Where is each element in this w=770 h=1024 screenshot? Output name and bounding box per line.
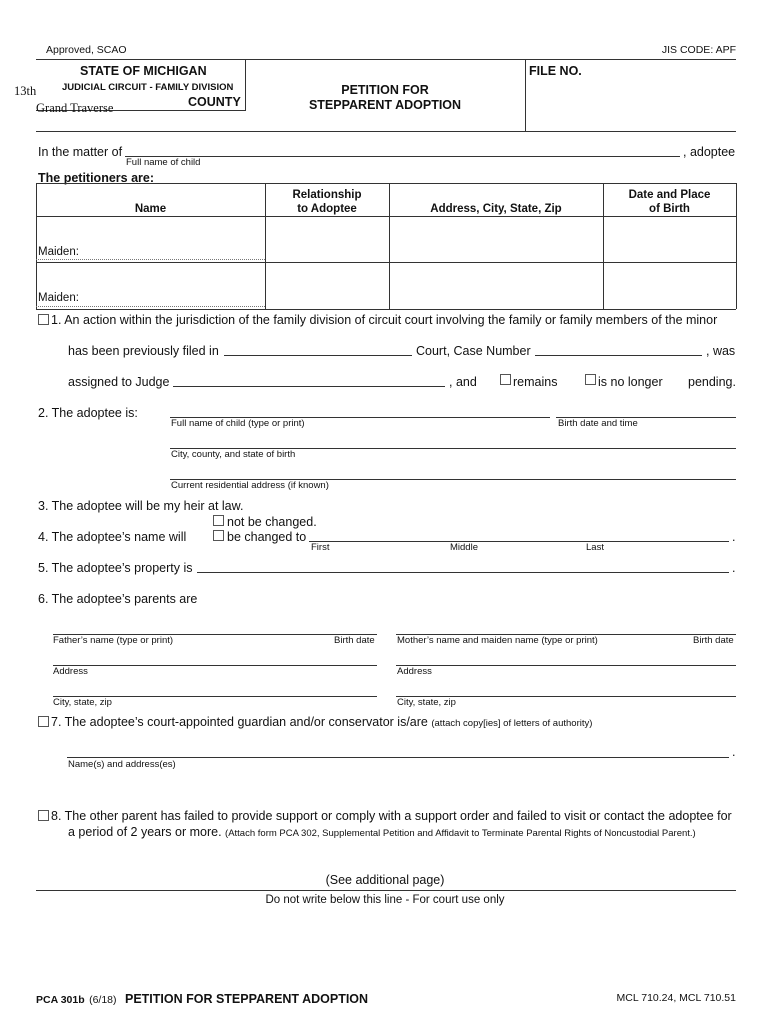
item6-label: 6. The adoptee’s parents are [38, 592, 198, 606]
item1-line2-prefix: has been previously filed in [68, 344, 219, 358]
birth-place-caption: City, county, and state of birth [171, 449, 296, 460]
petitioners-heading: The petitioners are: [38, 171, 154, 185]
mother-address-caption: Address [397, 666, 432, 677]
mother-address-field[interactable] [396, 665, 736, 666]
item3-label: 3. The adoptee will be my heir at law. [38, 499, 244, 513]
col-birth-2: of Birth [649, 203, 690, 215]
circuit-number[interactable]: 13th [14, 84, 37, 98]
father-address-caption: Address [53, 666, 88, 677]
last-caption: Last [586, 542, 604, 553]
form-title-line2: STEPPARENT ADOPTION [308, 98, 462, 112]
child-name-field[interactable] [125, 156, 680, 157]
jis-code: JIS CODE: APF [661, 44, 736, 56]
adoptee-birth-caption: Birth date and time [558, 418, 638, 429]
not-changed-checkbox[interactable] [213, 515, 224, 526]
item7-checkbox[interactable] [38, 716, 49, 727]
adoptee-name-caption: Full name of child (type or print) [171, 418, 305, 429]
mother-city-caption: City, state, zip [397, 697, 456, 708]
property-field[interactable] [197, 572, 729, 573]
col-address: Address, City, State, Zip [430, 203, 562, 215]
item1-checkbox[interactable] [38, 314, 49, 325]
pending-label: pending. [688, 375, 736, 389]
residence-caption: Current residential address (if known) [171, 480, 329, 491]
court-use-rule [36, 890, 736, 891]
form-id [36, 990, 368, 1008]
item8-line2-text: a period of 2 years or more. [68, 825, 222, 839]
mcl-reference: MCL 710.24, MCL 710.51 [616, 992, 736, 1004]
item7-label [51, 715, 592, 729]
item5-period: . [732, 561, 736, 575]
judge-field[interactable] [173, 386, 445, 387]
guardian-caption: Name(s) and address(es) [68, 759, 176, 770]
guardian-field[interactable] [67, 757, 729, 758]
item1-line2-suffix: , was [706, 344, 736, 358]
case-number-field[interactable] [535, 355, 702, 356]
county-label: COUNTY [188, 95, 241, 109]
item8-note: (Attach form PCA 302, Supplemental Petition and Affidavit to Terminate Parental Rights of Noncustodial Parent.) [225, 828, 696, 839]
item1-line2-mid: Court, Case Number [416, 344, 531, 358]
maiden-label-2: Maiden: [38, 292, 79, 304]
changed-label: be changed to [227, 530, 307, 544]
changed-checkbox[interactable] [213, 530, 224, 541]
state-title: STATE OF MICHIGAN [80, 64, 207, 78]
header-top-rule [36, 59, 736, 60]
prior-court-field[interactable] [224, 355, 412, 356]
no-longer-checkbox[interactable] [585, 374, 596, 385]
col-relationship-2: to Adoptee [297, 203, 357, 215]
item2-label: 2. The adoptee is: [38, 406, 138, 420]
mother-birth-caption: Birth date [693, 635, 734, 646]
item7-note: (attach copy[ies] of letters of authority) [431, 718, 593, 729]
item8-checkbox[interactable] [38, 810, 49, 821]
item8-line2 [68, 825, 696, 839]
father-birth-caption: Birth date [334, 635, 375, 646]
col-relationship-1: Relationship [292, 189, 362, 201]
col-birth-1: Date and Place [628, 189, 711, 201]
item8-line1: 8. The other parent has failed to provide support or comply with a support order and failed to visit or contact the adoptee for [51, 809, 732, 823]
item5-label: 5. The adoptee’s property is [38, 561, 193, 575]
file-no-label: FILE NO. [529, 64, 582, 78]
header-divider-right [525, 59, 526, 131]
court-use-notice: Do not write below this line - For court use only [265, 894, 505, 906]
no-longer-label: is no longer [598, 375, 663, 389]
maiden-label-1: Maiden: [38, 246, 79, 258]
middle-caption: Middle [450, 542, 478, 553]
circuit-label: JUDICIAL CIRCUIT - FAMILY DIVISION [62, 82, 234, 93]
item7-period: . [732, 745, 736, 759]
item1-line3-prefix: assigned to Judge [68, 375, 170, 389]
col-name: Name [134, 203, 167, 215]
header-bottom-rule [36, 131, 736, 132]
item4-label: 4. The adoptee’s name will [38, 530, 187, 544]
form-number: PCA 301b [36, 994, 85, 1006]
mother-name-caption: Mother’s name and maiden name (type or print) [397, 635, 598, 646]
county-name[interactable]: Grand Traverse [36, 101, 114, 115]
approved-label: Approved, SCAO [46, 44, 127, 56]
child-name-caption: Full name of child [126, 157, 201, 168]
item4-period: . [732, 530, 736, 544]
father-address-field[interactable] [53, 665, 377, 666]
item1-and: , and [449, 375, 477, 389]
header-divider-left [245, 59, 246, 111]
item7-text: 7. The adoptee’s court-appointed guardian and/or conservator is/are [51, 715, 428, 729]
father-city-caption: City, state, zip [53, 697, 112, 708]
new-name-field[interactable] [309, 541, 729, 542]
remains-checkbox[interactable] [500, 374, 511, 385]
father-name-caption: Father’s name (type or print) [53, 635, 174, 646]
not-changed-label: not be changed. [227, 515, 317, 529]
remains-label: remains [513, 375, 558, 389]
see-additional-page: (See additional page) [325, 873, 445, 887]
form-title-line1: PETITION FOR [341, 83, 429, 97]
matter-suffix: , adoptee [683, 145, 736, 159]
matter-prefix: In the matter of [38, 145, 123, 159]
item1-line1: 1. An action within the jurisdiction of the family division of circuit court involving the family or family members of the minor [51, 313, 718, 327]
first-caption: First [311, 542, 330, 553]
form-date: (6/18) [89, 994, 117, 1006]
footer-title: PETITION FOR STEPPARENT ADOPTION [124, 992, 369, 1006]
